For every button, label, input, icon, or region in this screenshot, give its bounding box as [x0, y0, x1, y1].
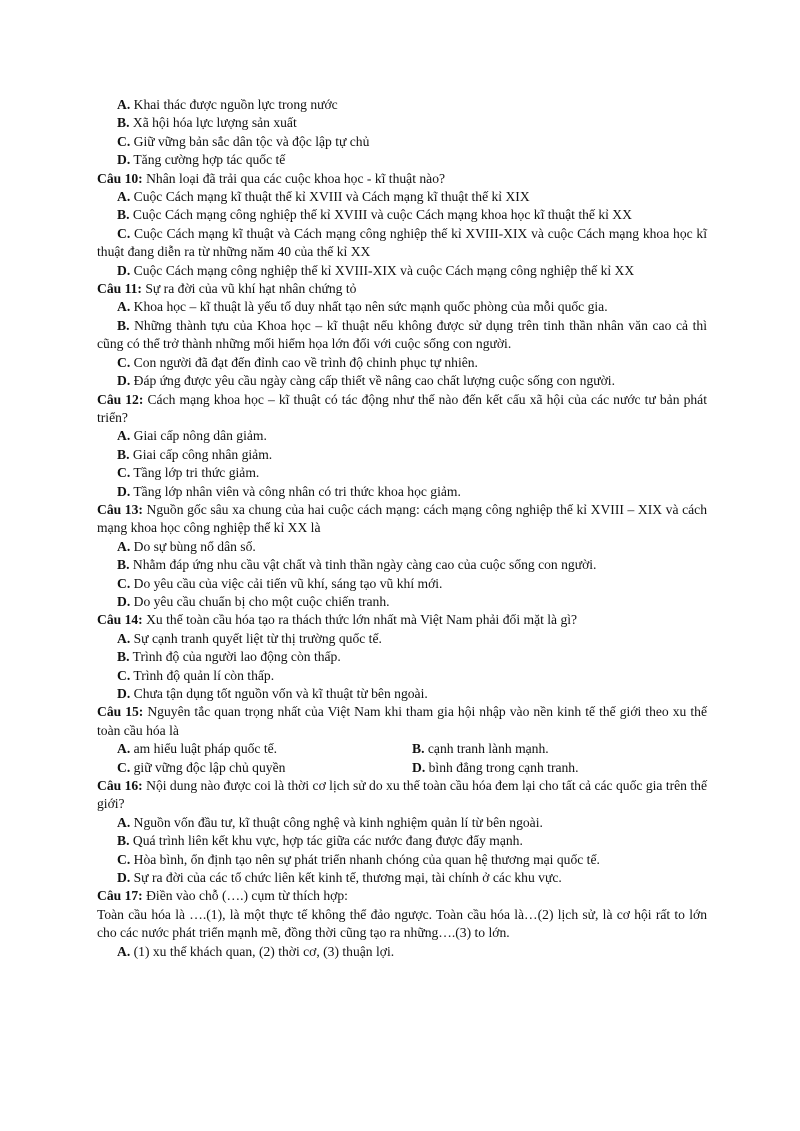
q13-option-a: A. Do sự bùng nổ dân số.: [117, 538, 256, 554]
q9-option-a: A. Khai thác được nguồn lực trong nước: [117, 97, 338, 112]
q17-option-a: A. (1) xu thế khách quan, (2) thời cơ, (3) thuận lợi.: [117, 943, 395, 959]
q14-option-b: B. Trình độ của người lao động còn thấp.: [117, 649, 341, 665]
q10-option-a: A. Cuộc Cách mạng kĩ thuật thế kỉ XVIII và Cách mạng kĩ thuật thế kỉ XIX: [117, 189, 530, 205]
q14-option-d: D. Chưa tận dụng tốt nguồn vốn và kĩ thuật từ bên ngoài.: [117, 686, 428, 701]
q15-options-row-2: [97, 759, 707, 777]
q12-option-c: C. Tầng lớp tri thức giảm.: [117, 465, 260, 481]
q16-question: Câu 16: Nội dung nào được coi là thời cơ lịch sử do xu thế toàn cầu hóa đem lại cho tất cả các quốc gia trên thế giới?: [97, 778, 707, 812]
q10-option-b: B. Cuộc Cách mạng công nghiệp thế kỉ XVIII và cuộc Cách mạng khoa học kĩ thuật thế kỉ XX: [117, 207, 632, 223]
q17-question: Câu 17: Điền vào chỗ (….) cụm từ thích hợp:: [97, 888, 348, 904]
q17-passage: Toàn cầu hóa là ….(1), là một thực tế không thể đảo ngược. Toàn cầu hóa là…(2) lịch sử, là cơ hội rất to lớn cho các nước phát triển mạnh mẽ, đồng thời cũng tạo ra những….(3) to lớn.: [97, 906, 707, 941]
q10-question: Câu 10: Nhân loại đã trải qua các cuộc khoa học - kĩ thuật nào?: [97, 170, 446, 186]
q16-option-a: A. Nguồn vốn đầu tư, kĩ thuật công nghệ và kinh nghiệm quản lí từ bên ngoài.: [117, 814, 543, 830]
q11-option-b: B. Những thành tựu của Khoa học – kĩ thuật nếu không được sử dụng trên tinh thần nhân văn cao cả thì cũng có thể trở thành những mối hiểm họa lớn đối với cuộc sống con người.: [97, 317, 708, 352]
q10-option-c: C. Cuộc Cách mạng kĩ thuật và Cách mạng công nghiệp thế kỉ XVIII-XIX và cuộc Cách mạng khoa học kĩ thuật đang diễn ra từ những năm 40 của thế kỉ XX: [97, 225, 707, 260]
q13-option-c: C. Do yêu cầu của việc cải tiến vũ khí, sáng tạo vũ khí mới.: [117, 575, 443, 591]
q12-question: Câu 12: Cách mạng khoa học – kĩ thuật có tác động như thế nào đến kết cấu xã hội của các nước tư bản phát triển?: [97, 391, 707, 425]
q11-option-d: D. Đáp ứng được yêu cầu ngày càng cấp thiết về nâng cao chất lượng cuộc sống con người.: [117, 373, 615, 389]
q9-option-b: B. Xã hội hóa lực lượng sản xuất: [117, 115, 297, 131]
q13-question: Câu 13: Nguồn gốc sâu xa chung của hai cuộc cách mạng: cách mạng công nghiệp thế kỉ XVIII – XIX và cách mạng khoa học công nghiệp thế kỉ XX là: [97, 501, 707, 536]
q9-option-d: D. Tăng cường hợp tác quốc tế: [117, 152, 286, 168]
q15-option-d: D. bình đẳng trong cạnh tranh.: [412, 759, 579, 775]
document-page: [97, 96, 707, 961]
q13-option-d: D. Do yêu cầu chuẩn bị cho một cuộc chiến tranh.: [117, 593, 390, 609]
q15-question: Câu 15: Nguyên tắc quan trọng nhất của Việt Nam khi tham gia hội nhập vào nền kinh tế thế giới theo xu thế toàn cầu hóa là: [97, 704, 707, 738]
q15-option-b: B. cạnh tranh lành mạnh.: [412, 741, 549, 757]
q11-option-a: A. Khoa học – kĩ thuật là yếu tố duy nhất tạo nên sức mạnh quốc phòng của mỗi quốc gia.: [117, 299, 608, 315]
q15-option-c: C. giữ vững độc lập chủ quyền: [117, 759, 286, 775]
q14-option-c: C. Trình độ quản lí còn thấp.: [117, 667, 275, 683]
q16-option-c: C. Hòa bình, ổn định tạo nên sự phát triển nhanh chóng của quan hệ thương mại quốc tế.: [117, 851, 600, 867]
q12-option-a: A. Giai cấp nông dân giảm.: [117, 428, 267, 444]
q14-question: Câu 14: Xu thế toàn cầu hóa tạo ra thách thức lớn nhất mà Việt Nam phải đối mặt là gì?: [97, 612, 578, 628]
q9-option-c: C. Giữ vững bản sắc dân tộc và độc lập tự chủ: [117, 133, 370, 149]
q12-option-b: B. Giai cấp công nhân giảm.: [117, 446, 273, 462]
q11-option-c: C. Con người đã đạt đến đỉnh cao về trình độ chinh phục tự nhiên.: [117, 354, 478, 370]
q14-option-a: A. Sự cạnh tranh quyết liệt từ thị trường quốc tế.: [117, 630, 382, 646]
q13-option-b: B. Nhằm đáp ứng nhu cầu vật chất và tinh thần ngày càng cao của cuộc sống con người.: [117, 557, 597, 573]
q11-question: Câu 11: Sự ra đời của vũ khí hạt nhân chứng tỏ: [97, 281, 357, 297]
q16-option-b: B. Quá trình liên kết khu vực, hợp tác giữa các nước đang được đẩy mạnh.: [117, 833, 523, 849]
q16-option-d: D. Sự ra đời của các tổ chức liên kết kinh tế, thương mại, tài chính ở các khu vực.: [117, 870, 562, 886]
q15-option-a: A. am hiểu luật pháp quốc tế.: [117, 741, 278, 757]
q12-option-d: D. Tầng lớp nhân viên và công nhân có tri thức khoa học giảm.: [117, 483, 461, 499]
q15-options-row-1: [97, 740, 707, 758]
q10-option-d: D. Cuộc Cách mạng công nghiệp thế kỉ XVIII-XIX và cuộc Cách mạng công nghiệp thế kỉ XX: [117, 262, 635, 278]
